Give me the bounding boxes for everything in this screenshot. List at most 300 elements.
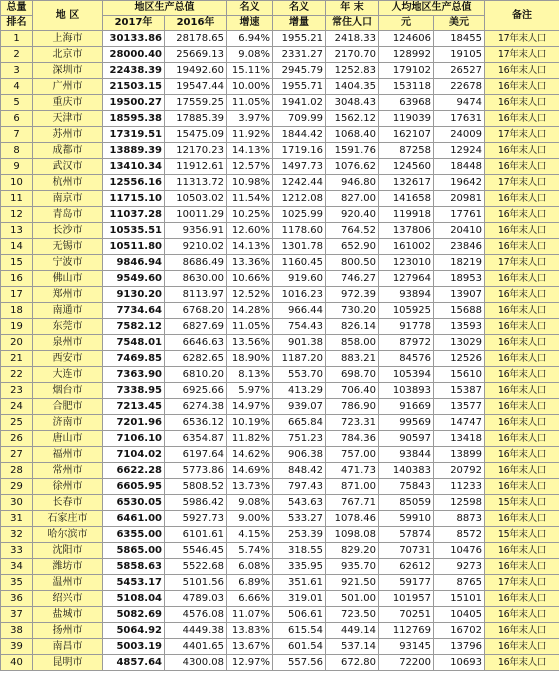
- note-cell: 16年末人口: [485, 63, 559, 79]
- increment-cell: 351.61: [273, 575, 326, 591]
- rank-cell: 10: [1, 175, 33, 191]
- growth-cell: 14.69%: [227, 463, 273, 479]
- table-row: [1, 271, 559, 287]
- per-capita-yuan-cell: 105925: [379, 303, 434, 319]
- table-row: [1, 607, 559, 623]
- population-cell: 764.52: [326, 223, 379, 239]
- note-cell: 17年末人口: [485, 175, 559, 191]
- population-cell: 2418.33: [326, 31, 379, 47]
- population-cell: 746.27: [326, 271, 379, 287]
- note-cell: 16年末人口: [485, 319, 559, 335]
- gdp-2016-cell: 25669.13: [165, 47, 227, 63]
- note-cell: 16年末人口: [485, 207, 559, 223]
- rank-cell: 12: [1, 207, 33, 223]
- per-capita-usd-cell: 16702: [434, 623, 485, 639]
- increment-cell: 319.01: [273, 591, 326, 607]
- gdp-2017-cell: 6622.28: [103, 463, 165, 479]
- city-cell: 广州市: [33, 79, 103, 95]
- per-capita-group-header: 人均地区生产总值: [379, 1, 485, 16]
- gdp-2017-cell: 7201.96: [103, 415, 165, 431]
- population-cell: 920.40: [326, 207, 379, 223]
- gdp-2017-cell: 19500.27: [103, 95, 165, 111]
- gdp-2017-cell: 7469.85: [103, 351, 165, 367]
- increment-header-top: 名义: [273, 1, 326, 16]
- growth-cell: 13.56%: [227, 335, 273, 351]
- rank-cell: 39: [1, 639, 33, 655]
- increment-cell: 2331.27: [273, 47, 326, 63]
- gdp-2017-cell: 21503.15: [103, 79, 165, 95]
- gdp-2017-cell: 5064.92: [103, 623, 165, 639]
- increment-cell: 1497.73: [273, 159, 326, 175]
- population-cell: 652.90: [326, 239, 379, 255]
- rank-cell: 6: [1, 111, 33, 127]
- note-cell: 16年末人口: [485, 191, 559, 207]
- table-row: [1, 255, 559, 271]
- gdp-2017-cell: 30133.86: [103, 31, 165, 47]
- city-cell: 济南市: [33, 415, 103, 431]
- growth-cell: 5.97%: [227, 383, 273, 399]
- note-cell: 17年末人口: [485, 255, 559, 271]
- city-cell: 佛山市: [33, 271, 103, 287]
- per-capita-usd-cell: 19642: [434, 175, 485, 191]
- per-capita-usd-cell: 18219: [434, 255, 485, 271]
- growth-header-bottom: 增速: [227, 16, 273, 31]
- per-capita-yuan-cell: 161002: [379, 239, 434, 255]
- gdp-2016-cell: 4300.08: [165, 655, 227, 671]
- increment-cell: 601.54: [273, 639, 326, 655]
- per-capita-yuan-cell: 103893: [379, 383, 434, 399]
- gdp-2017-cell: 7104.02: [103, 447, 165, 463]
- increment-cell: 2945.79: [273, 63, 326, 79]
- per-capita-yuan-cell: 57874: [379, 527, 434, 543]
- population-cell: 883.21: [326, 351, 379, 367]
- note-cell: 16年末人口: [485, 287, 559, 303]
- note-cell: 17年末人口: [485, 127, 559, 143]
- table-row: [1, 207, 559, 223]
- city-cell: 北京市: [33, 47, 103, 63]
- gdp-2017-cell: 7213.45: [103, 399, 165, 415]
- table-row: [1, 655, 559, 671]
- gdp-2016-cell: 8686.49: [165, 255, 227, 271]
- table-row: [1, 623, 559, 639]
- gdp-2016-cell: 6925.66: [165, 383, 227, 399]
- gdp-2016-cell: 10503.02: [165, 191, 227, 207]
- city-cell: 石家庄市: [33, 511, 103, 527]
- gdp-2017-cell: 6605.95: [103, 479, 165, 495]
- gdp-2016-cell: 8630.00: [165, 271, 227, 287]
- population-cell: 972.39: [326, 287, 379, 303]
- note-cell: 16年末人口: [485, 543, 559, 559]
- per-capita-yuan-cell: 70731: [379, 543, 434, 559]
- note-header: 备注: [485, 1, 559, 31]
- population-cell: 921.50: [326, 575, 379, 591]
- population-cell: 858.00: [326, 335, 379, 351]
- increment-cell: 1178.60: [273, 223, 326, 239]
- per-capita-usd-cell: 13899: [434, 447, 485, 463]
- city-cell: 合肥市: [33, 399, 103, 415]
- rank-cell: 15: [1, 255, 33, 271]
- city-cell: 重庆市: [33, 95, 103, 111]
- note-cell: 16年末人口: [485, 623, 559, 639]
- gdp-2017-cell: 18595.38: [103, 111, 165, 127]
- growth-cell: 12.52%: [227, 287, 273, 303]
- per-capita-yuan-cell: 63968: [379, 95, 434, 111]
- note-cell: 16年末人口: [485, 479, 559, 495]
- population-cell: 723.50: [326, 607, 379, 623]
- increment-cell: 253.39: [273, 527, 326, 543]
- region-header: 地 区: [33, 1, 103, 31]
- city-cell: 温州市: [33, 575, 103, 591]
- gdp-2017-cell: 22438.39: [103, 63, 165, 79]
- increment-cell: 966.44: [273, 303, 326, 319]
- rank-header-bottom: 排名: [1, 16, 33, 31]
- growth-cell: 13.67%: [227, 639, 273, 655]
- increment-cell: 557.56: [273, 655, 326, 671]
- gdp-2017-cell: 7338.95: [103, 383, 165, 399]
- gdp-2017-cell: 13889.39: [103, 143, 165, 159]
- per-capita-yuan-cell: 93894: [379, 287, 434, 303]
- city-cell: 青岛市: [33, 207, 103, 223]
- per-capita-usd-cell: 12598: [434, 495, 485, 511]
- gdp-2016-cell: 4401.65: [165, 639, 227, 655]
- increment-header-bottom: 增量: [273, 16, 326, 31]
- rank-cell: 33: [1, 543, 33, 559]
- per-capita-usd-cell: 18448: [434, 159, 485, 175]
- per-capita-usd-cell: 10693: [434, 655, 485, 671]
- gdp-2016-cell: 19547.44: [165, 79, 227, 95]
- increment-cell: 335.95: [273, 559, 326, 575]
- population-cell: 2170.70: [326, 47, 379, 63]
- rank-cell: 29: [1, 479, 33, 495]
- gdp-2017-cell: 6530.05: [103, 495, 165, 511]
- per-capita-usd-cell: 20410: [434, 223, 485, 239]
- per-capita-usd-cell: 9474: [434, 95, 485, 111]
- growth-cell: 11.05%: [227, 95, 273, 111]
- per-capita-usd-cell: 8765: [434, 575, 485, 591]
- gdp-2017-cell: 5453.17: [103, 575, 165, 591]
- increment-cell: 709.99: [273, 111, 326, 127]
- per-capita-yuan-cell: 124560: [379, 159, 434, 175]
- city-cell: 南昌市: [33, 639, 103, 655]
- note-cell: 16年末人口: [485, 591, 559, 607]
- population-cell: 784.36: [326, 431, 379, 447]
- city-cell: 潍坊市: [33, 559, 103, 575]
- table-row: [1, 527, 559, 543]
- growth-cell: 4.15%: [227, 527, 273, 543]
- table-row: [1, 639, 559, 655]
- city-cell: 扬州市: [33, 623, 103, 639]
- per-capita-yuan-header: 元: [379, 16, 434, 31]
- note-cell: 16年末人口: [485, 431, 559, 447]
- population-cell: 800.50: [326, 255, 379, 271]
- table-row: [1, 287, 559, 303]
- per-capita-yuan-cell: 124606: [379, 31, 434, 47]
- city-cell: 长春市: [33, 495, 103, 511]
- gdp-2017-cell: 12556.16: [103, 175, 165, 191]
- population-cell: 730.20: [326, 303, 379, 319]
- population-cell: 501.00: [326, 591, 379, 607]
- city-cell: 昆明市: [33, 655, 103, 671]
- city-cell: 苏州市: [33, 127, 103, 143]
- table-row: [1, 383, 559, 399]
- per-capita-yuan-cell: 72200: [379, 655, 434, 671]
- per-capita-usd-cell: 24009: [434, 127, 485, 143]
- per-capita-yuan-cell: 179102: [379, 63, 434, 79]
- rank-header-top: 总量: [1, 1, 33, 16]
- note-cell: 16年末人口: [485, 399, 559, 415]
- increment-cell: 543.63: [273, 495, 326, 511]
- per-capita-usd-cell: 17761: [434, 207, 485, 223]
- per-capita-yuan-cell: 93145: [379, 639, 434, 655]
- gdp-2016-cell: 5808.52: [165, 479, 227, 495]
- per-capita-usd-cell: 23846: [434, 239, 485, 255]
- per-capita-yuan-cell: 87972: [379, 335, 434, 351]
- per-capita-usd-cell: 11233: [434, 479, 485, 495]
- increment-cell: 901.38: [273, 335, 326, 351]
- population-header-top: 年 末: [326, 1, 379, 16]
- per-capita-usd-cell: 20981: [434, 191, 485, 207]
- growth-cell: 11.05%: [227, 319, 273, 335]
- population-cell: 1404.35: [326, 79, 379, 95]
- city-cell: 天津市: [33, 111, 103, 127]
- table-row: [1, 127, 559, 143]
- per-capita-usd-cell: 8572: [434, 527, 485, 543]
- gdp-2016-cell: 6768.20: [165, 303, 227, 319]
- per-capita-usd-cell: 15101: [434, 591, 485, 607]
- population-cell: 871.00: [326, 479, 379, 495]
- growth-cell: 14.13%: [227, 143, 273, 159]
- table-row: [1, 223, 559, 239]
- per-capita-yuan-cell: 90597: [379, 431, 434, 447]
- per-capita-usd-cell: 18953: [434, 271, 485, 287]
- city-cell: 无锡市: [33, 239, 103, 255]
- gdp-2017-cell: 6355.00: [103, 527, 165, 543]
- per-capita-yuan-cell: 85059: [379, 495, 434, 511]
- per-capita-yuan-cell: 87258: [379, 143, 434, 159]
- rank-cell: 3: [1, 63, 33, 79]
- population-cell: 1068.40: [326, 127, 379, 143]
- increment-cell: 939.07: [273, 399, 326, 415]
- per-capita-usd-cell: 10405: [434, 607, 485, 623]
- note-cell: 15年末人口: [485, 495, 559, 511]
- rank-cell: 21: [1, 351, 33, 367]
- per-capita-usd-cell: 20792: [434, 463, 485, 479]
- note-cell: 16年末人口: [485, 367, 559, 383]
- city-cell: 南京市: [33, 191, 103, 207]
- city-cell: 唐山市: [33, 431, 103, 447]
- growth-cell: 11.92%: [227, 127, 273, 143]
- per-capita-usd-cell: 15610: [434, 367, 485, 383]
- rank-cell: 31: [1, 511, 33, 527]
- gdp-2016-cell: 6646.63: [165, 335, 227, 351]
- table-row: [1, 175, 559, 191]
- population-cell: 827.00: [326, 191, 379, 207]
- population-cell: 449.14: [326, 623, 379, 639]
- growth-cell: 14.13%: [227, 239, 273, 255]
- per-capita-yuan-cell: 93844: [379, 447, 434, 463]
- table-row: [1, 63, 559, 79]
- increment-cell: 615.54: [273, 623, 326, 639]
- per-capita-usd-cell: 13577: [434, 399, 485, 415]
- per-capita-yuan-cell: 91669: [379, 399, 434, 415]
- table-row: [1, 31, 559, 47]
- table-row: [1, 431, 559, 447]
- growth-cell: 10.66%: [227, 271, 273, 287]
- gdp-2017-cell: 9549.60: [103, 271, 165, 287]
- note-cell: 16年末人口: [485, 95, 559, 111]
- gdp-2016-cell: 28178.65: [165, 31, 227, 47]
- increment-cell: 506.61: [273, 607, 326, 623]
- rank-cell: 30: [1, 495, 33, 511]
- rank-cell: 14: [1, 239, 33, 255]
- growth-cell: 8.13%: [227, 367, 273, 383]
- note-cell: 16年末人口: [485, 271, 559, 287]
- population-cell: 786.90: [326, 399, 379, 415]
- city-cell: 武汉市: [33, 159, 103, 175]
- gdp-2017-cell: 7548.01: [103, 335, 165, 351]
- gdp-group-header: 地区生产总值: [103, 1, 227, 16]
- city-cell: 福州市: [33, 447, 103, 463]
- table-row: [1, 367, 559, 383]
- city-cell: 成都市: [33, 143, 103, 159]
- per-capita-yuan-cell: 70251: [379, 607, 434, 623]
- gdp-2016-cell: 4789.03: [165, 591, 227, 607]
- growth-cell: 5.74%: [227, 543, 273, 559]
- gdp-2016-cell: 5546.45: [165, 543, 227, 559]
- table-body: [1, 31, 559, 671]
- rank-cell: 22: [1, 367, 33, 383]
- note-cell: 16年末人口: [485, 607, 559, 623]
- table-row: [1, 415, 559, 431]
- population-cell: 537.14: [326, 639, 379, 655]
- per-capita-usd-cell: 13907: [434, 287, 485, 303]
- growth-cell: 14.97%: [227, 399, 273, 415]
- rank-cell: 32: [1, 527, 33, 543]
- population-header-bottom: 常住人口: [326, 16, 379, 31]
- per-capita-yuan-cell: 162107: [379, 127, 434, 143]
- population-cell: 1562.12: [326, 111, 379, 127]
- per-capita-usd-cell: 12924: [434, 143, 485, 159]
- gdp-2017-cell: 5865.00: [103, 543, 165, 559]
- increment-cell: 1187.20: [273, 351, 326, 367]
- note-cell: 16年末人口: [485, 159, 559, 175]
- rank-cell: 13: [1, 223, 33, 239]
- note-cell: 16年末人口: [485, 639, 559, 655]
- per-capita-yuan-cell: 112769: [379, 623, 434, 639]
- gdp-2016-cell: 5986.42: [165, 495, 227, 511]
- per-capita-yuan-cell: 99569: [379, 415, 434, 431]
- gdp-2016-cell: 11912.61: [165, 159, 227, 175]
- increment-cell: 1844.42: [273, 127, 326, 143]
- population-cell: 826.14: [326, 319, 379, 335]
- population-cell: 1591.76: [326, 143, 379, 159]
- increment-cell: 797.43: [273, 479, 326, 495]
- per-capita-yuan-cell: 128992: [379, 47, 434, 63]
- city-cell: 深圳市: [33, 63, 103, 79]
- table-row: [1, 79, 559, 95]
- gdp-2016-cell: 6282.65: [165, 351, 227, 367]
- city-cell: 泉州市: [33, 335, 103, 351]
- per-capita-yuan-cell: 119039: [379, 111, 434, 127]
- gdp-2017-cell: 5858.63: [103, 559, 165, 575]
- note-cell: 16年末人口: [485, 143, 559, 159]
- population-cell: 1076.62: [326, 159, 379, 175]
- per-capita-usd-cell: 15387: [434, 383, 485, 399]
- city-cell: 盐城市: [33, 607, 103, 623]
- per-capita-usd-cell: 10476: [434, 543, 485, 559]
- population-cell: 829.20: [326, 543, 379, 559]
- rank-cell: 26: [1, 431, 33, 447]
- city-cell: 长沙市: [33, 223, 103, 239]
- growth-cell: 6.89%: [227, 575, 273, 591]
- note-cell: 16年末人口: [485, 111, 559, 127]
- gdp-2016-cell: 5101.56: [165, 575, 227, 591]
- gdp-2017-cell: 6461.00: [103, 511, 165, 527]
- growth-cell: 12.57%: [227, 159, 273, 175]
- table-row: [1, 399, 559, 415]
- table-row: [1, 143, 559, 159]
- table-row: [1, 351, 559, 367]
- gdp-2017-cell: 11715.10: [103, 191, 165, 207]
- table-row: [1, 47, 559, 63]
- increment-cell: 1941.02: [273, 95, 326, 111]
- increment-cell: 533.27: [273, 511, 326, 527]
- increment-cell: 919.60: [273, 271, 326, 287]
- per-capita-yuan-cell: 119918: [379, 207, 434, 223]
- city-cell: 常州市: [33, 463, 103, 479]
- gdp-2017-cell: 9846.94: [103, 255, 165, 271]
- city-cell: 徐州市: [33, 479, 103, 495]
- note-cell: 16年末人口: [485, 655, 559, 671]
- per-capita-yuan-cell: 132617: [379, 175, 434, 191]
- per-capita-yuan-cell: 123010: [379, 255, 434, 271]
- note-cell: 16年末人口: [485, 511, 559, 527]
- note-cell: 16年末人口: [485, 223, 559, 239]
- per-capita-usd-cell: 18455: [434, 31, 485, 47]
- table-row: [1, 559, 559, 575]
- gdp-2017-cell: 7582.12: [103, 319, 165, 335]
- gdp-2016-cell: 12170.23: [165, 143, 227, 159]
- gdp-2016-cell: 9356.91: [165, 223, 227, 239]
- per-capita-yuan-cell: 140383: [379, 463, 434, 479]
- population-cell: 935.70: [326, 559, 379, 575]
- increment-cell: 1301.78: [273, 239, 326, 255]
- note-cell: 16年末人口: [485, 335, 559, 351]
- growth-cell: 13.83%: [227, 623, 273, 639]
- per-capita-usd-cell: 13418: [434, 431, 485, 447]
- rank-cell: 4: [1, 79, 33, 95]
- gdp-2016-cell: 15475.09: [165, 127, 227, 143]
- increment-cell: 1016.23: [273, 287, 326, 303]
- population-cell: 1098.08: [326, 527, 379, 543]
- table-row: [1, 575, 559, 591]
- rank-cell: 24: [1, 399, 33, 415]
- rank-cell: 16: [1, 271, 33, 287]
- gdp-2016-cell: 10011.29: [165, 207, 227, 223]
- increment-cell: 906.38: [273, 447, 326, 463]
- gdp-2017-cell: 11037.28: [103, 207, 165, 223]
- rank-cell: 28: [1, 463, 33, 479]
- growth-cell: 6.66%: [227, 591, 273, 607]
- population-cell: 946.80: [326, 175, 379, 191]
- city-cell: 郑州市: [33, 287, 103, 303]
- note-cell: 17年末人口: [485, 31, 559, 47]
- population-cell: 706.40: [326, 383, 379, 399]
- increment-cell: 665.84: [273, 415, 326, 431]
- table-row: [1, 511, 559, 527]
- note-cell: 16年末人口: [485, 239, 559, 255]
- growth-cell: 3.97%: [227, 111, 273, 127]
